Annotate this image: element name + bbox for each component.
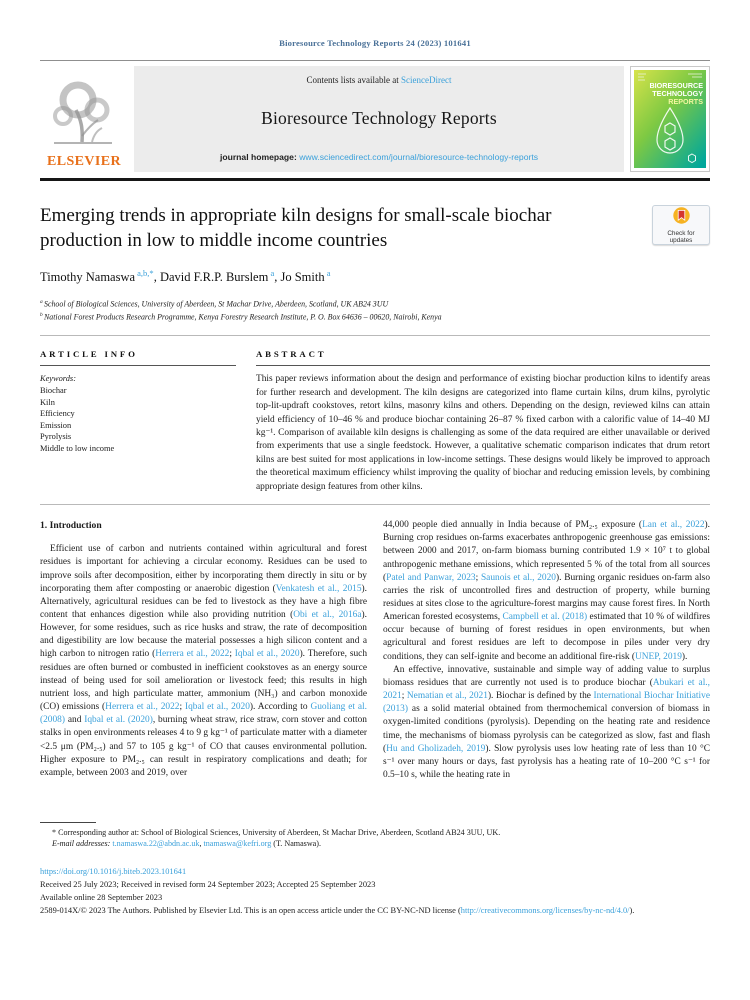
divider-above-info — [40, 335, 710, 336]
article-info-rule — [40, 365, 236, 366]
divider-below-abstract — [40, 504, 710, 505]
article-title: Emerging trends in appropriate kiln designs for small-scale biochar production in low to middle income countries — [40, 205, 552, 251]
authors-line: Timothy Namaswa $^{a,b,*}$, David F.R.P. Burslem $^a$, Jo Smith $^a$ — [40, 268, 331, 285]
available-online-line: Available online 28 September 2023 — [40, 893, 163, 903]
journal-masthead — [40, 60, 710, 181]
article-body — [40, 519, 710, 835]
masthead-center-band — [134, 66, 624, 172]
homepage-prefix: journal homepage: — [219, 152, 300, 162]
keywords-label: Keywords: — [40, 374, 76, 384]
journal-homepage-link[interactable]: www.sciencedirect.com/journal/bioresource-technology-reports — [299, 152, 539, 162]
cover-title-line1: BIORESOURCE — [649, 81, 703, 90]
footnote-rule — [40, 822, 96, 823]
sciencedirect-link[interactable]: ScienceDirect — [401, 75, 452, 85]
abstract-rule — [256, 365, 710, 366]
corresponding-author-note — [40, 827, 710, 849]
corresponding-author-line: * Corresponding author at: School of Biological Sciences, University of Aberdeen, St Machar Drive, Aberdeen, Scotland AB24 3UU, UK. — [52, 828, 501, 837]
intro-paragraph-2: An effective, innovative, sustainable and simple way of adding value to surplus biomass residues that are currently not used is to produce biochar (Abukari et al., 2021; Nematian et al., 2021). Biochar is defined by the International Biochar Initiative (2013) as a solid material obtained from thermochemical conversion of biomass in oxygen-limited conditions (pyrolysis). Depending on the heating rate and residence time, the mechanisms of biomass pyrolysis can be categorized as slow, fast and flash (Hu and Gholizadeh, 2019). Slow pyrolysis uses low heating rate of less than 10 °C s⁻¹ over many hours or days, fast pyrolysis has a heating rate of 10–200 °C s⁻¹ for 0.5–10 s, while the heating rate in — [383, 664, 710, 781]
citation-header: Bioresource Technology Reports 24 (2023) 101641 — [279, 38, 471, 48]
journal-cover-thumbnail[interactable] — [630, 66, 710, 172]
intro-paragraph-1: Efficient use of carbon and nutrients contained within agricultural and forest residues is important for achieving a circular economy. Residues can be used to improve soils after decomposition, either by incorporating them directly in situ or by incorporating them after composting or anaerobic digestion (Venkatesh et al., 2015). Alternatively, agricultural residues can be fed to livestock as they have a high fibre content that enhances digestion while also providing nutrition (Obi et al., 2016a). However, for some residues, such as rice husks and straw, the rate of decomposition and digestibility are low because the material possesses a high silicon content and a high carbon to nitrogen ratio (Herrera et al., 2022; Iqbal et al., 2020). Therefore, such residues are often burned or combusted in inefficient cookstoves as an energy source instead of being used for soil amelioration or livestock feed; this results in high nutrient loss, and high particulate matter, ammonium (NH₃) and carbon monoxide (CO) emissions (Herrera et al., 2022; Iqbal et al., 2020). According to Guoliang et al. (2008) and Iqbal et al. (2020), burning wheat straw, rice straw, corn stover and cotton stalks in open environments releases 4 to 9 g kg⁻¹ of particulate matter with a diameter <2.5 μm (PM₂.₅) and 57 to 105 g kg⁻¹ of CO that causes environmental pollution. Higher exposure to PM₂.₅ can result in respiratory complications and death; for example, between 2003 and 2019, over — [40, 544, 368, 778]
contents-line — [307, 75, 452, 85]
info-abstract-section — [40, 345, 710, 494]
section-1-heading: 1. Introduction — [40, 520, 102, 532]
issn-license-line: 2589-014X/© 2023 The Authors. Published by Elsevier Ltd. This is an open access article under the CC BY-NC-ND license (http://creativecommons.org/licenses/by-nc-nd/4.0/). — [40, 906, 635, 916]
body-column-right — [383, 519, 710, 835]
cover-title-line3: REPORTS — [668, 97, 703, 106]
cover-title-line2: TECHNOLOGY — [652, 89, 703, 98]
elsevier-wordmark: ELSEVIER — [46, 154, 121, 169]
abstract-column — [256, 345, 710, 494]
affiliations: $^a$ School of Biological Sciences, University of Aberdeen, St Machar Drive, Aberdeen, Scotland, UK AB24 3UU $^b$ National Forest Products Research Programme, Kenya Forestry Research Institute, P. O. Box 64636 – 00620, Nairobi, Kenya — [40, 299, 442, 322]
elsevier-tree-icon — [48, 76, 120, 153]
doi-link[interactable]: https://doi.org/10.1016/j.biteb.2023.101641 — [40, 867, 187, 877]
contents-prefix: Contents lists available at — [306, 75, 401, 85]
title-block — [40, 203, 710, 253]
column-gutter — [367, 519, 383, 835]
intro-paragraph-1-continued: 44,000 people died annually in India because of PM₂.₅ exposure (Lan et al., 2022). Burning crop residues on-farms exacerbates anthropogenic greenhouse gas emissions: between 2000 and 2017, on-farm biomass burning contributed 1.9 × 10⁷ t to global anthropogenic methane emissions, which represented 5 % of the total from all sources (Patel and Panwar, 2023; Saunois et al., 2020). Burning organic residues on-farm also carries the risk of uncontrolled fires and destruction of property, while burning residues at sites close to the agriculture-forest margins may cause forest fires. In North American forested ecosystems, Campbell et al. (2018) estimated that 10 % of wildfires occur because of burning of forest residues in open environments, but when agricultural and forest residues are left to decompose in piles under very dry conditions, they can self-ignite and become an additional fire-risk (UNEP, 2019). — [383, 520, 710, 662]
article-info-heading: ARTICLE INFO — [40, 349, 138, 360]
check-updates-label: Check for updates — [667, 229, 695, 244]
journal-title: Bioresource Technology Reports — [261, 108, 497, 128]
keywords-list: Biochar Kiln Efficiency Emission Pyrolysis Middle to low income — [40, 386, 115, 453]
publication-footer — [40, 865, 710, 917]
abstract-text: This paper reviews information about the design and performance of existing biochar production kilns to identify areas for further research and development. The kiln designs are categorized into flame curtain kilns, drum kilns, pyrolytic top-lit-updraft cookstoves, retort kilns, masonry kilns and others. Depending on the design, reviewed kilns can attain yield efficiency of 10–46 % and produce biochar containing 26–87 % fixed carbon with a calorific value of 14–40 MJ kg⁻¹. Comparison of available kiln designs is challenging as some of the data required are either unavailable or derived from experiments that use a single feedstock. However, a qualitative schematic comparison indicates that drum retort kilns are best suited for most applications in low-income settings. These designs would likely be improved to approach the theoretical maximum efficiency whilst improving the quality of biochar and reducing emission levels, by combining appropriate design features from other kilns. — [256, 374, 710, 492]
article-info-column — [40, 345, 236, 494]
body-column-left — [40, 519, 367, 835]
received-dates-line: Received 25 July 2023; Received in revised form 24 September 2023; Accepted 25 September 2023 — [40, 880, 376, 890]
check-for-updates-badge[interactable] — [652, 205, 710, 245]
page-bottom-block — [40, 822, 710, 917]
abstract-heading: ABSTRACT — [256, 349, 327, 360]
crossmark-icon — [673, 207, 690, 229]
email-addresses-line: E-mail addresses: t.namaswa.22@abdn.ac.uk, tnamaswa@kefri.org (T. Namaswa). — [52, 839, 321, 849]
homepage-line — [220, 152, 538, 162]
elsevier-logo — [40, 66, 128, 172]
